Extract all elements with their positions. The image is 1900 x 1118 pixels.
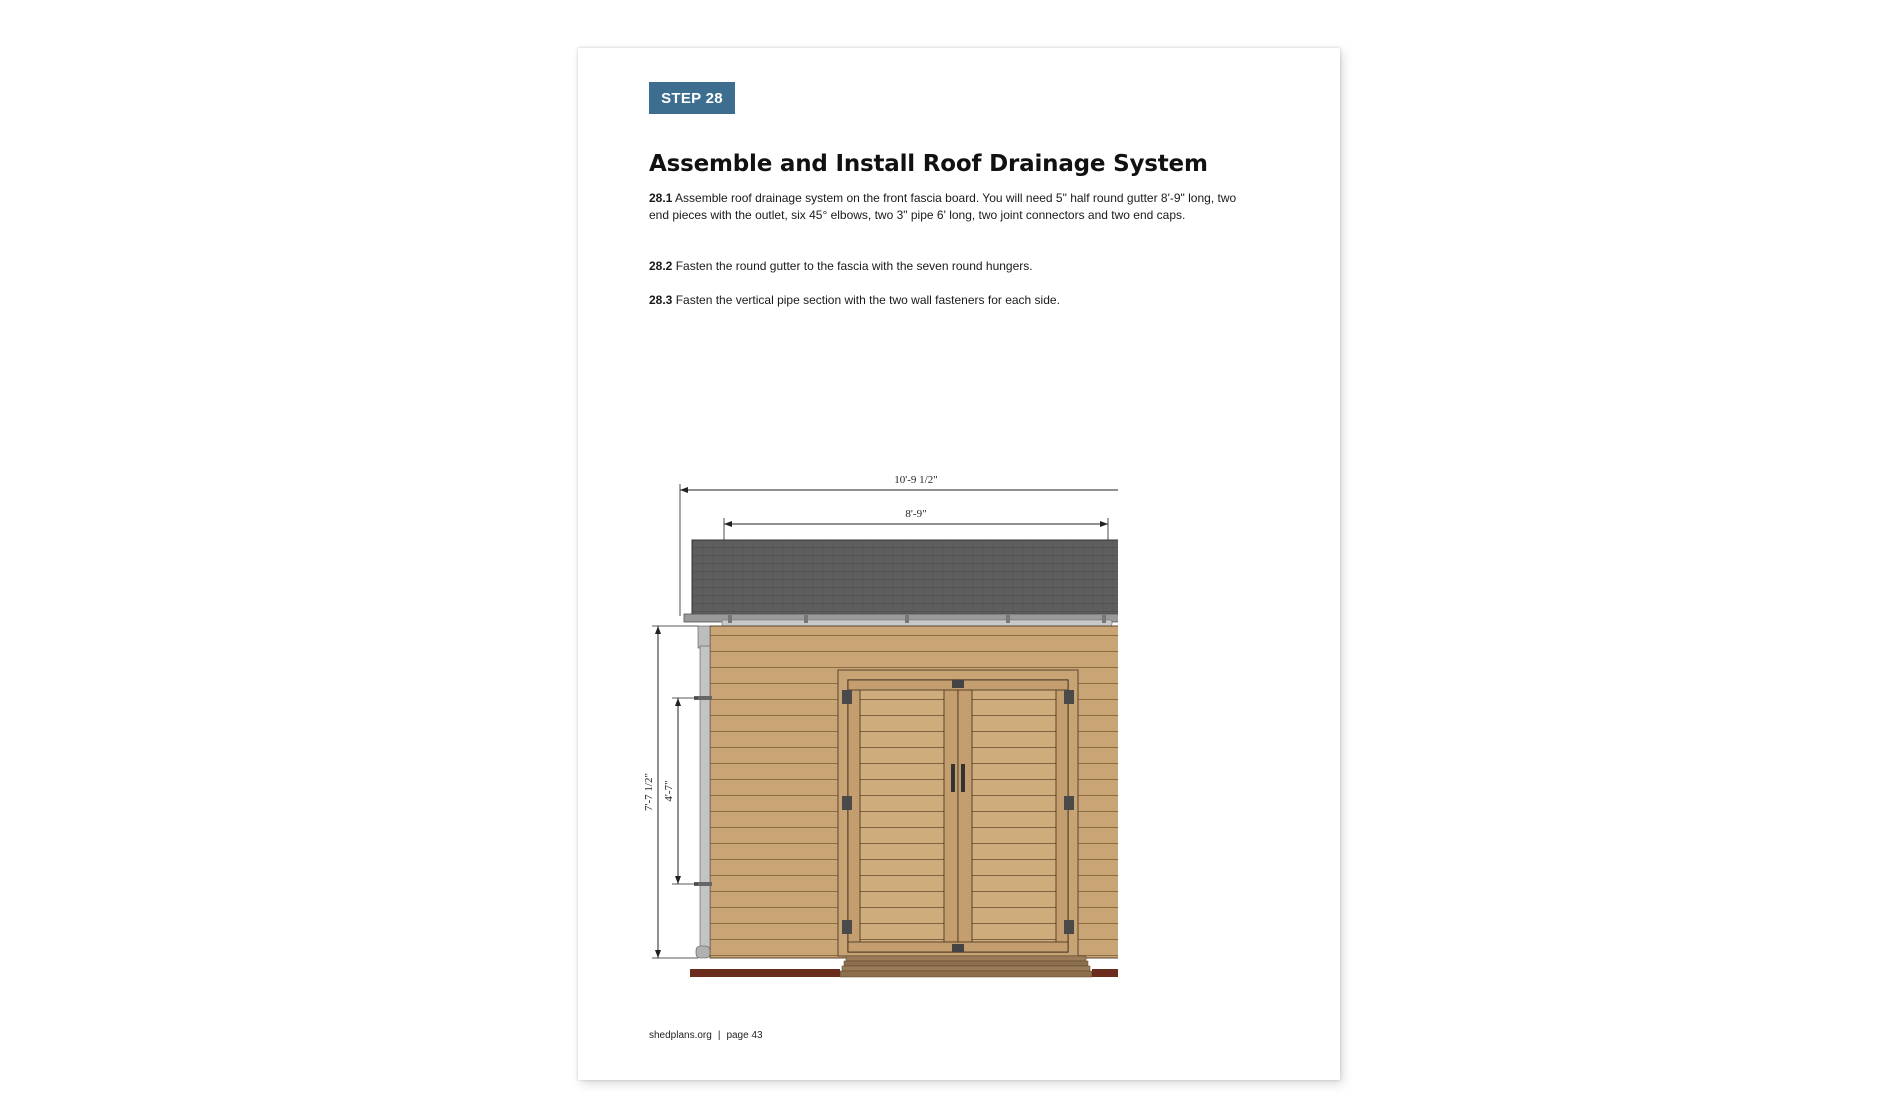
instruction-text: Fasten the vertical pipe section with the two wall fasteners for each side. — [675, 293, 1060, 307]
instruction-text: Fasten the round gutter to the fascia with the seven round hungers. — [675, 259, 1033, 273]
instruction-paragraph — [649, 258, 1239, 275]
gutter-length-label: 8'-9" — [905, 508, 927, 520]
pipe-fastener-spacing-dimension — [663, 698, 698, 884]
page-title: Assemble and Install Roof Drainage System — [649, 151, 1208, 177]
base-left — [690, 969, 840, 977]
page-footer — [649, 1030, 763, 1041]
pipe-fastener-spacing-label: 4'-7" — [663, 780, 675, 802]
instruction-paragraph — [649, 292, 1239, 309]
footer-separator: | — [717, 1030, 721, 1041]
step-badge: STEP 28 — [649, 82, 735, 114]
double-door — [838, 670, 1078, 956]
shed-front-elevation-drawing — [638, 428, 1118, 1008]
document-page — [578, 48, 1340, 1080]
footer-site: shedplans.org — [649, 1030, 712, 1041]
instruction-text: Assemble roof drainage system on the front fascia board. You will need 5" half round gutter 8'-9" long, two end pieces with the outlet, six 45° elbows, two 3" pipe 6' long, two joint connectors and two end caps. — [649, 191, 1237, 222]
roof — [692, 540, 1118, 614]
gutter-length-dimension — [724, 508, 1108, 540]
step-number: 28.1 — [649, 191, 673, 205]
overall-width-label: 10'-9 1/2" — [894, 474, 938, 486]
downspout-left — [694, 626, 712, 958]
instruction-paragraph — [649, 190, 1239, 224]
wall-height-label: 7'-7 1/2" — [643, 773, 655, 811]
entry-steps — [840, 956, 1092, 977]
base-right — [1092, 969, 1118, 977]
step-number: 28.2 — [649, 259, 673, 273]
step-number: 28.3 — [649, 293, 673, 307]
footer-page-number: page 43 — [726, 1030, 763, 1041]
